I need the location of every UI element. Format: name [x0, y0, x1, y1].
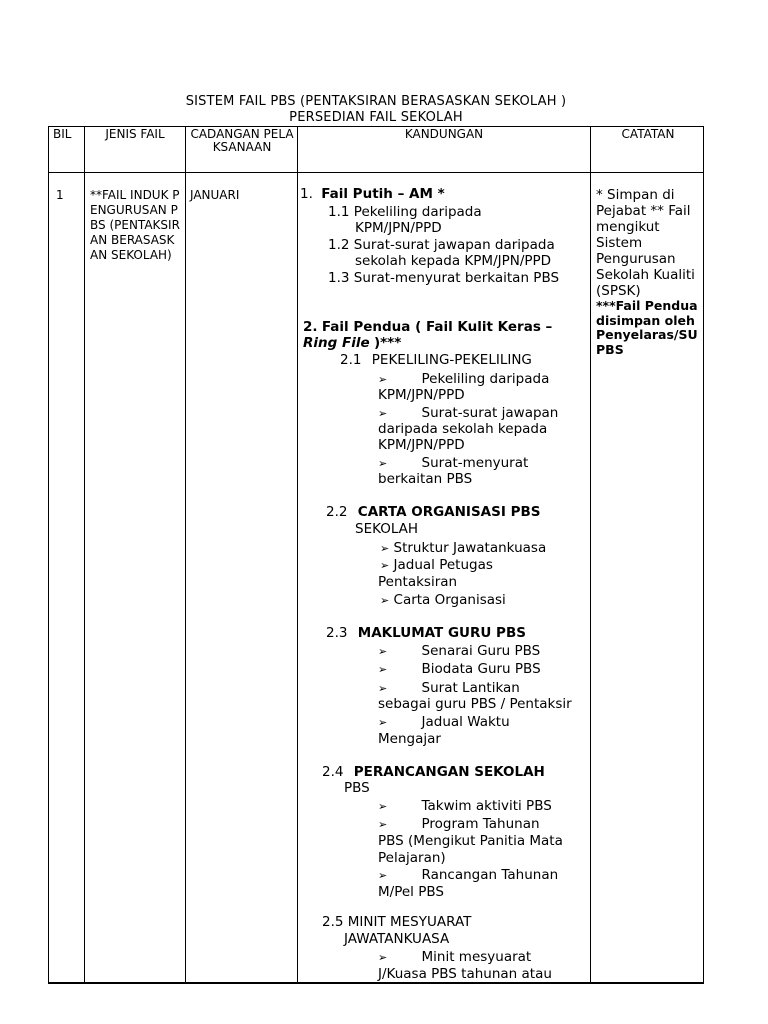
bullet-text: Jadual Petugas — [393, 557, 493, 573]
bullet-text: Biodata Guru PBS — [421, 661, 541, 677]
bullet-text-cont: berkaitan PBS — [378, 471, 473, 487]
row-cadangan: JANUARI — [190, 188, 240, 202]
bullet-text: Takwim aktiviti PBS — [421, 798, 552, 814]
header-kandungan: KANDUNGAN — [404, 127, 484, 141]
item-text-cont: KPM/JPN/PPD — [355, 220, 442, 236]
subsection-title-cont: SEKOLAH — [355, 521, 419, 537]
column-divider — [84, 126, 85, 983]
header-bil: BIL — [53, 127, 72, 141]
item-text: Surat-menyurat berkaitan PBS — [353, 270, 560, 286]
bullet-text: Carta Organisasi — [393, 592, 506, 608]
arrow-bullet-icon: ➢ — [378, 818, 388, 831]
section-2-title-ringfile: Ring File — [303, 335, 370, 351]
subsection-title: MAKLUMAT GURU PBS — [357, 625, 526, 641]
bullet-text: Jadual Waktu — [421, 714, 510, 730]
arrow-bullet-icon: ➢ — [378, 951, 388, 964]
bullet-text-cont: Pelajaran) — [378, 850, 446, 866]
subsection-number: 2.2 — [326, 504, 348, 520]
column-divider — [297, 126, 298, 983]
header-cadangan: CADANGAN PELAKSANAAN — [190, 127, 294, 154]
subsection-title: 2.5 MINIT MESYUARAT — [322, 914, 472, 930]
section-2-title: Fail Pendua ( Fail Kulit Keras – — [321, 319, 553, 335]
header-catatan: CATATAN — [621, 127, 675, 141]
bullet-text-cont: Mengajar — [378, 731, 441, 747]
header-jenis-fail: JENIS FAIL — [105, 127, 165, 141]
arrow-bullet-icon: ➢ — [380, 594, 390, 607]
bullet-text-cont: sebagai guru PBS / Pentaksir — [378, 696, 572, 712]
arrow-bullet-icon: ➢ — [378, 407, 388, 420]
row-jenis-fail: **FAIL INDUK PENGURUSAN PBS (PENTAKSIRAN BERASASKAN SEKOLAH) — [90, 188, 180, 262]
arrow-bullet-icon: ➢ — [378, 682, 388, 695]
bullet-text-cont: Pentaksiran — [378, 574, 458, 590]
bullet-text: Surat-menyurat — [421, 455, 529, 471]
arrow-bullet-icon: ➢ — [378, 457, 388, 470]
bullet-text: Struktur Jawatankuasa — [393, 540, 547, 556]
arrow-bullet-icon: ➢ — [378, 373, 388, 386]
bullet-text: Minit mesyuarat — [421, 949, 532, 965]
document-title: SISTEM FAIL PBS (PENTAKSIRAN BERASASKAN SEKOLAH ) — [185, 94, 567, 109]
bullet-text-cont: J/Kuasa PBS tahunan atau — [378, 966, 552, 982]
row-bil: 1 — [56, 188, 64, 202]
bullet-text-cont: KPM/JPN/PPD — [378, 437, 465, 453]
section-2-title-end: )*** — [373, 335, 402, 351]
header-divider — [48, 172, 704, 173]
item-text-cont: sekolah kepada KPM/JPN/PPD — [355, 253, 552, 269]
arrow-bullet-icon: ➢ — [380, 542, 390, 555]
item-text: Surat-surat jawapan daripada — [353, 237, 555, 253]
section-1-title: Fail Putih – AM * — [321, 186, 445, 202]
column-divider — [185, 126, 186, 983]
arrow-bullet-icon: ➢ — [378, 645, 388, 658]
bullet-text-cont: daripada sekolah kepada — [378, 421, 548, 437]
item-text: Pekeliling daripada — [353, 204, 482, 220]
arrow-bullet-icon: ➢ — [378, 800, 388, 813]
bullet-text: Senarai Guru PBS — [421, 643, 541, 659]
subsection-title-cont: PBS — [344, 780, 370, 796]
bullet-text-cont: KPM/JPN/PPD — [378, 387, 465, 403]
section-1-number: 1. — [300, 186, 313, 202]
bullet-text-cont: PBS (Mengikut Panitia Mata — [378, 833, 563, 849]
arrow-bullet-icon: ➢ — [378, 716, 388, 729]
bullet-text-cont: M/Pel PBS — [378, 884, 444, 900]
catatan-pendua-note: ***Fail Pendua disimpan oleh Penyelaras/SU PBS — [596, 298, 698, 357]
bullet-text: Pekeliling daripada — [421, 371, 550, 387]
item-number: 1.2 — [328, 237, 350, 253]
subsection-number: 2.3 — [326, 625, 348, 641]
document-subtitle: PERSEDIAN FAIL SEKOLAH — [289, 110, 463, 125]
bullet-text: Program Tahunan — [421, 816, 540, 832]
arrow-bullet-icon: ➢ — [378, 663, 388, 676]
subsection-title: PEKELILING-PEKELILING — [371, 352, 532, 368]
subsection-title: CARTA ORGANISASI PBS — [357, 504, 541, 520]
subsection-title-cont: JAWATANKUASA — [344, 931, 450, 947]
section-2-number: 2. — [303, 319, 318, 335]
arrow-bullet-icon: ➢ — [378, 869, 388, 882]
arrow-bullet-icon: ➢ — [380, 559, 390, 572]
bullet-text: Rancangan Tahunan — [421, 867, 559, 883]
bullet-text: Surat-surat jawapan — [421, 405, 559, 421]
subsection-number: 2.1 — [340, 352, 362, 368]
subsection-number: 2.4 — [322, 764, 344, 780]
item-number: 1.3 — [328, 270, 350, 286]
bullet-text: Surat Lantikan — [421, 680, 520, 696]
subsection-title: PERANCANGAN SEKOLAH — [353, 764, 545, 780]
catatan-notes: * Simpan di Pejabat ** Fail mengikut Sistem Pengurusan Sekolah Kualiti (SPSK) — [596, 187, 695, 299]
item-number: 1.1 — [328, 204, 350, 220]
